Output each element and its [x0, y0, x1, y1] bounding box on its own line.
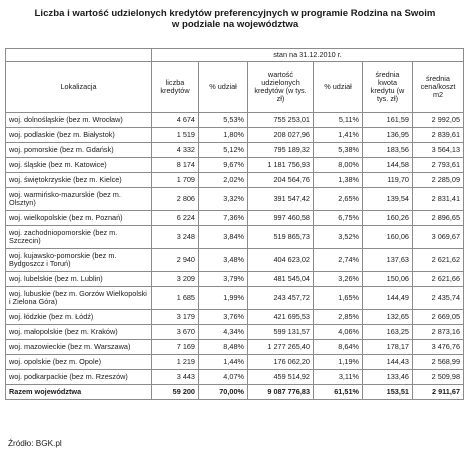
cell-count-share: 3,79% [199, 272, 248, 287]
table-row [6, 370, 464, 385]
cell-avg-credit: 133,46 [363, 370, 413, 385]
cell-avg-price: 3 564,13 [413, 143, 464, 158]
cell-count: 3 179 [152, 310, 199, 325]
cell-location: woj. kujawsko-pomorskie (bez m. Bydgoszcz i Toruń) [6, 249, 152, 272]
cell-value: 176 062,20 [248, 355, 314, 370]
cell-location: woj. łódzkie (bez m. Łódź) [6, 310, 152, 325]
cell-value-share: 2,74% [314, 249, 363, 272]
cell-location: woj. lubuskie (bez m. Gorzów Wielkopolski i Zielona Góra) [6, 287, 152, 310]
cell-count: 2 940 [152, 249, 199, 272]
cell-avg-price: 2 285,09 [413, 173, 464, 188]
table-row [6, 272, 464, 287]
cell-count: 1 709 [152, 173, 199, 188]
table-row [6, 340, 464, 355]
table-row [6, 143, 464, 158]
cell-value-share: 2,85% [314, 310, 363, 325]
cell-value: 755 253,01 [248, 113, 314, 128]
cell-count: 3 443 [152, 370, 199, 385]
cell-count-share: 4,07% [199, 370, 248, 385]
cell-value-share: 3,52% [314, 226, 363, 249]
total-avg-credit: 153,51 [363, 385, 413, 400]
table-row [6, 249, 464, 272]
credit-table [5, 48, 464, 400]
cell-value: 1 181 756,93 [248, 158, 314, 173]
document-title [0, 8, 470, 30]
cell-value-share: 3,26% [314, 272, 363, 287]
cell-location: woj. pomorskie (bez m. Gdańsk) [6, 143, 152, 158]
table-row [6, 173, 464, 188]
cell-avg-credit: 144,58 [363, 158, 413, 173]
header-spacer [6, 49, 152, 62]
total-location: Razem województwa [6, 385, 152, 400]
cell-count-share: 3,32% [199, 188, 248, 211]
header-count-share: % udział [199, 62, 248, 113]
cell-avg-price: 2 839,61 [413, 128, 464, 143]
cell-location: woj. dolnośląskie (bez m. Wrocław) [6, 113, 152, 128]
cell-count-share: 5,12% [199, 143, 248, 158]
table-row [6, 188, 464, 211]
cell-value: 391 547,42 [248, 188, 314, 211]
cell-avg-price: 2 896,65 [413, 211, 464, 226]
cell-value-share: 4,06% [314, 325, 363, 340]
cell-value: 997 460,58 [248, 211, 314, 226]
header-avg-credit: średnia kwota kredytu (w tys. zł) [363, 62, 413, 113]
cell-avg-credit: 119,70 [363, 173, 413, 188]
cell-location: woj. świętokrzyskie (bez m. Kielce) [6, 173, 152, 188]
cell-avg-price: 3 476,76 [413, 340, 464, 355]
cell-value: 404 623,02 [248, 249, 314, 272]
cell-count-share: 3,48% [199, 249, 248, 272]
cell-count: 3 248 [152, 226, 199, 249]
cell-count-share: 1,80% [199, 128, 248, 143]
cell-avg-credit: 137,63 [363, 249, 413, 272]
cell-location: woj. podkarpackie (bez m. Rzeszów) [6, 370, 152, 385]
cell-value: 795 189,32 [248, 143, 314, 158]
cell-count: 8 174 [152, 158, 199, 173]
cell-avg-credit: 160,06 [363, 226, 413, 249]
cell-count: 1 685 [152, 287, 199, 310]
cell-location: woj. warmińsko-mazurskie (bez m. Olsztyn) [6, 188, 152, 211]
cell-avg-credit: 183,56 [363, 143, 413, 158]
cell-avg-price: 2 568,99 [413, 355, 464, 370]
cell-value-share: 3,11% [314, 370, 363, 385]
header-count: liczba kredytów [152, 62, 199, 113]
cell-value-share: 2,65% [314, 188, 363, 211]
total-avg-price: 2 911,67 [413, 385, 464, 400]
table-row [6, 287, 464, 310]
cell-count: 2 806 [152, 188, 199, 211]
cell-count: 6 224 [152, 211, 199, 226]
cell-avg-price: 3 069,67 [413, 226, 464, 249]
cell-count-share: 3,76% [199, 310, 248, 325]
cell-location: woj. wielkopolskie (bez m. Poznań) [6, 211, 152, 226]
total-count: 59 200 [152, 385, 199, 400]
source-note: Źródło: BGK.pl [8, 439, 62, 448]
cell-value: 421 695,53 [248, 310, 314, 325]
cell-avg-credit: 144,43 [363, 355, 413, 370]
total-row [6, 385, 464, 400]
cell-value: 459 514,92 [248, 370, 314, 385]
cell-value: 204 564,76 [248, 173, 314, 188]
cell-value-share: 1,65% [314, 287, 363, 310]
cell-location: woj. lubelskie (bez m. Lublin) [6, 272, 152, 287]
cell-avg-price: 2 621,66 [413, 272, 464, 287]
cell-avg-price: 2 873,16 [413, 325, 464, 340]
cell-count-share: 1,44% [199, 355, 248, 370]
cell-value: 208 027,96 [248, 128, 314, 143]
cell-value: 481 545,04 [248, 272, 314, 287]
cell-location: woj. małopolskie (bez m. Kraków) [6, 325, 152, 340]
cell-value-share: 5,38% [314, 143, 363, 158]
cell-avg-price: 2 992,05 [413, 113, 464, 128]
cell-count-share: 3,84% [199, 226, 248, 249]
cell-avg-credit: 178,17 [363, 340, 413, 355]
cell-location: woj. podlaskie (bez m. Białystok) [6, 128, 152, 143]
cell-count: 1 219 [152, 355, 199, 370]
header-avg-price: średnia cena/koszt m2 [413, 62, 464, 113]
cell-location: woj. opolskie (bez m. Opole) [6, 355, 152, 370]
cell-avg-credit: 136,95 [363, 128, 413, 143]
cell-avg-price: 2 669,05 [413, 310, 464, 325]
table-row [6, 113, 464, 128]
date-header: stan na 31.12.2010 r. [152, 49, 464, 62]
cell-avg-credit: 132,65 [363, 310, 413, 325]
cell-count-share: 5,53% [199, 113, 248, 128]
cell-avg-price: 2 831,41 [413, 188, 464, 211]
cell-avg-price: 2 435,74 [413, 287, 464, 310]
cell-value-share: 1,41% [314, 128, 363, 143]
cell-avg-credit: 160,26 [363, 211, 413, 226]
table-row [6, 211, 464, 226]
cell-count: 3 209 [152, 272, 199, 287]
header-location: Lokalizacja [6, 62, 152, 113]
title-line-2: w podziale na województwa [171, 19, 299, 30]
cell-value-share: 5,11% [314, 113, 363, 128]
cell-location: woj. zachodniopomorskie (bez m. Szczecin) [6, 226, 152, 249]
cell-avg-price: 2 793,61 [413, 158, 464, 173]
title-line-1: Liczba i wartość udzielonych kredytów preferencyjnych w programie Rodzina na Swoim [34, 8, 436, 19]
cell-count: 4 332 [152, 143, 199, 158]
header-value-share: % udział [314, 62, 363, 113]
cell-value-share: 6,75% [314, 211, 363, 226]
table-row [6, 128, 464, 143]
cell-value: 599 131,57 [248, 325, 314, 340]
cell-count-share: 1,99% [199, 287, 248, 310]
total-value: 9 087 776,83 [248, 385, 314, 400]
table-row [6, 325, 464, 340]
cell-count: 1 519 [152, 128, 199, 143]
table-row [6, 355, 464, 370]
table-row [6, 158, 464, 173]
cell-avg-credit: 139,54 [363, 188, 413, 211]
cell-value: 1 277 265,40 [248, 340, 314, 355]
cell-value-share: 1,19% [314, 355, 363, 370]
cell-avg-credit: 161,59 [363, 113, 413, 128]
cell-value-share: 8,00% [314, 158, 363, 173]
cell-count: 3 670 [152, 325, 199, 340]
cell-avg-price: 2 621,62 [413, 249, 464, 272]
cell-count-share: 7,36% [199, 211, 248, 226]
cell-count-share: 8,48% [199, 340, 248, 355]
cell-count: 4 674 [152, 113, 199, 128]
cell-avg-credit: 163,25 [363, 325, 413, 340]
cell-avg-credit: 150,06 [363, 272, 413, 287]
cell-count: 7 169 [152, 340, 199, 355]
cell-avg-price: 2 509,98 [413, 370, 464, 385]
cell-value: 243 457,72 [248, 287, 314, 310]
cell-location: woj. mazowieckie (bez m. Warszawa) [6, 340, 152, 355]
cell-count-share: 4,34% [199, 325, 248, 340]
cell-value-share: 8,64% [314, 340, 363, 355]
cell-count-share: 9,67% [199, 158, 248, 173]
cell-location: woj. śląskie (bez m. Katowice) [6, 158, 152, 173]
total-value-share: 61,51% [314, 385, 363, 400]
table-row [6, 226, 464, 249]
total-count-share: 70,00% [199, 385, 248, 400]
cell-value: 519 865,73 [248, 226, 314, 249]
cell-avg-credit: 144,49 [363, 287, 413, 310]
cell-value-share: 1,38% [314, 173, 363, 188]
table-row [6, 310, 464, 325]
header-value: wartość udzielonych kredytów (w tys. zł) [248, 62, 314, 113]
cell-count-share: 2,02% [199, 173, 248, 188]
